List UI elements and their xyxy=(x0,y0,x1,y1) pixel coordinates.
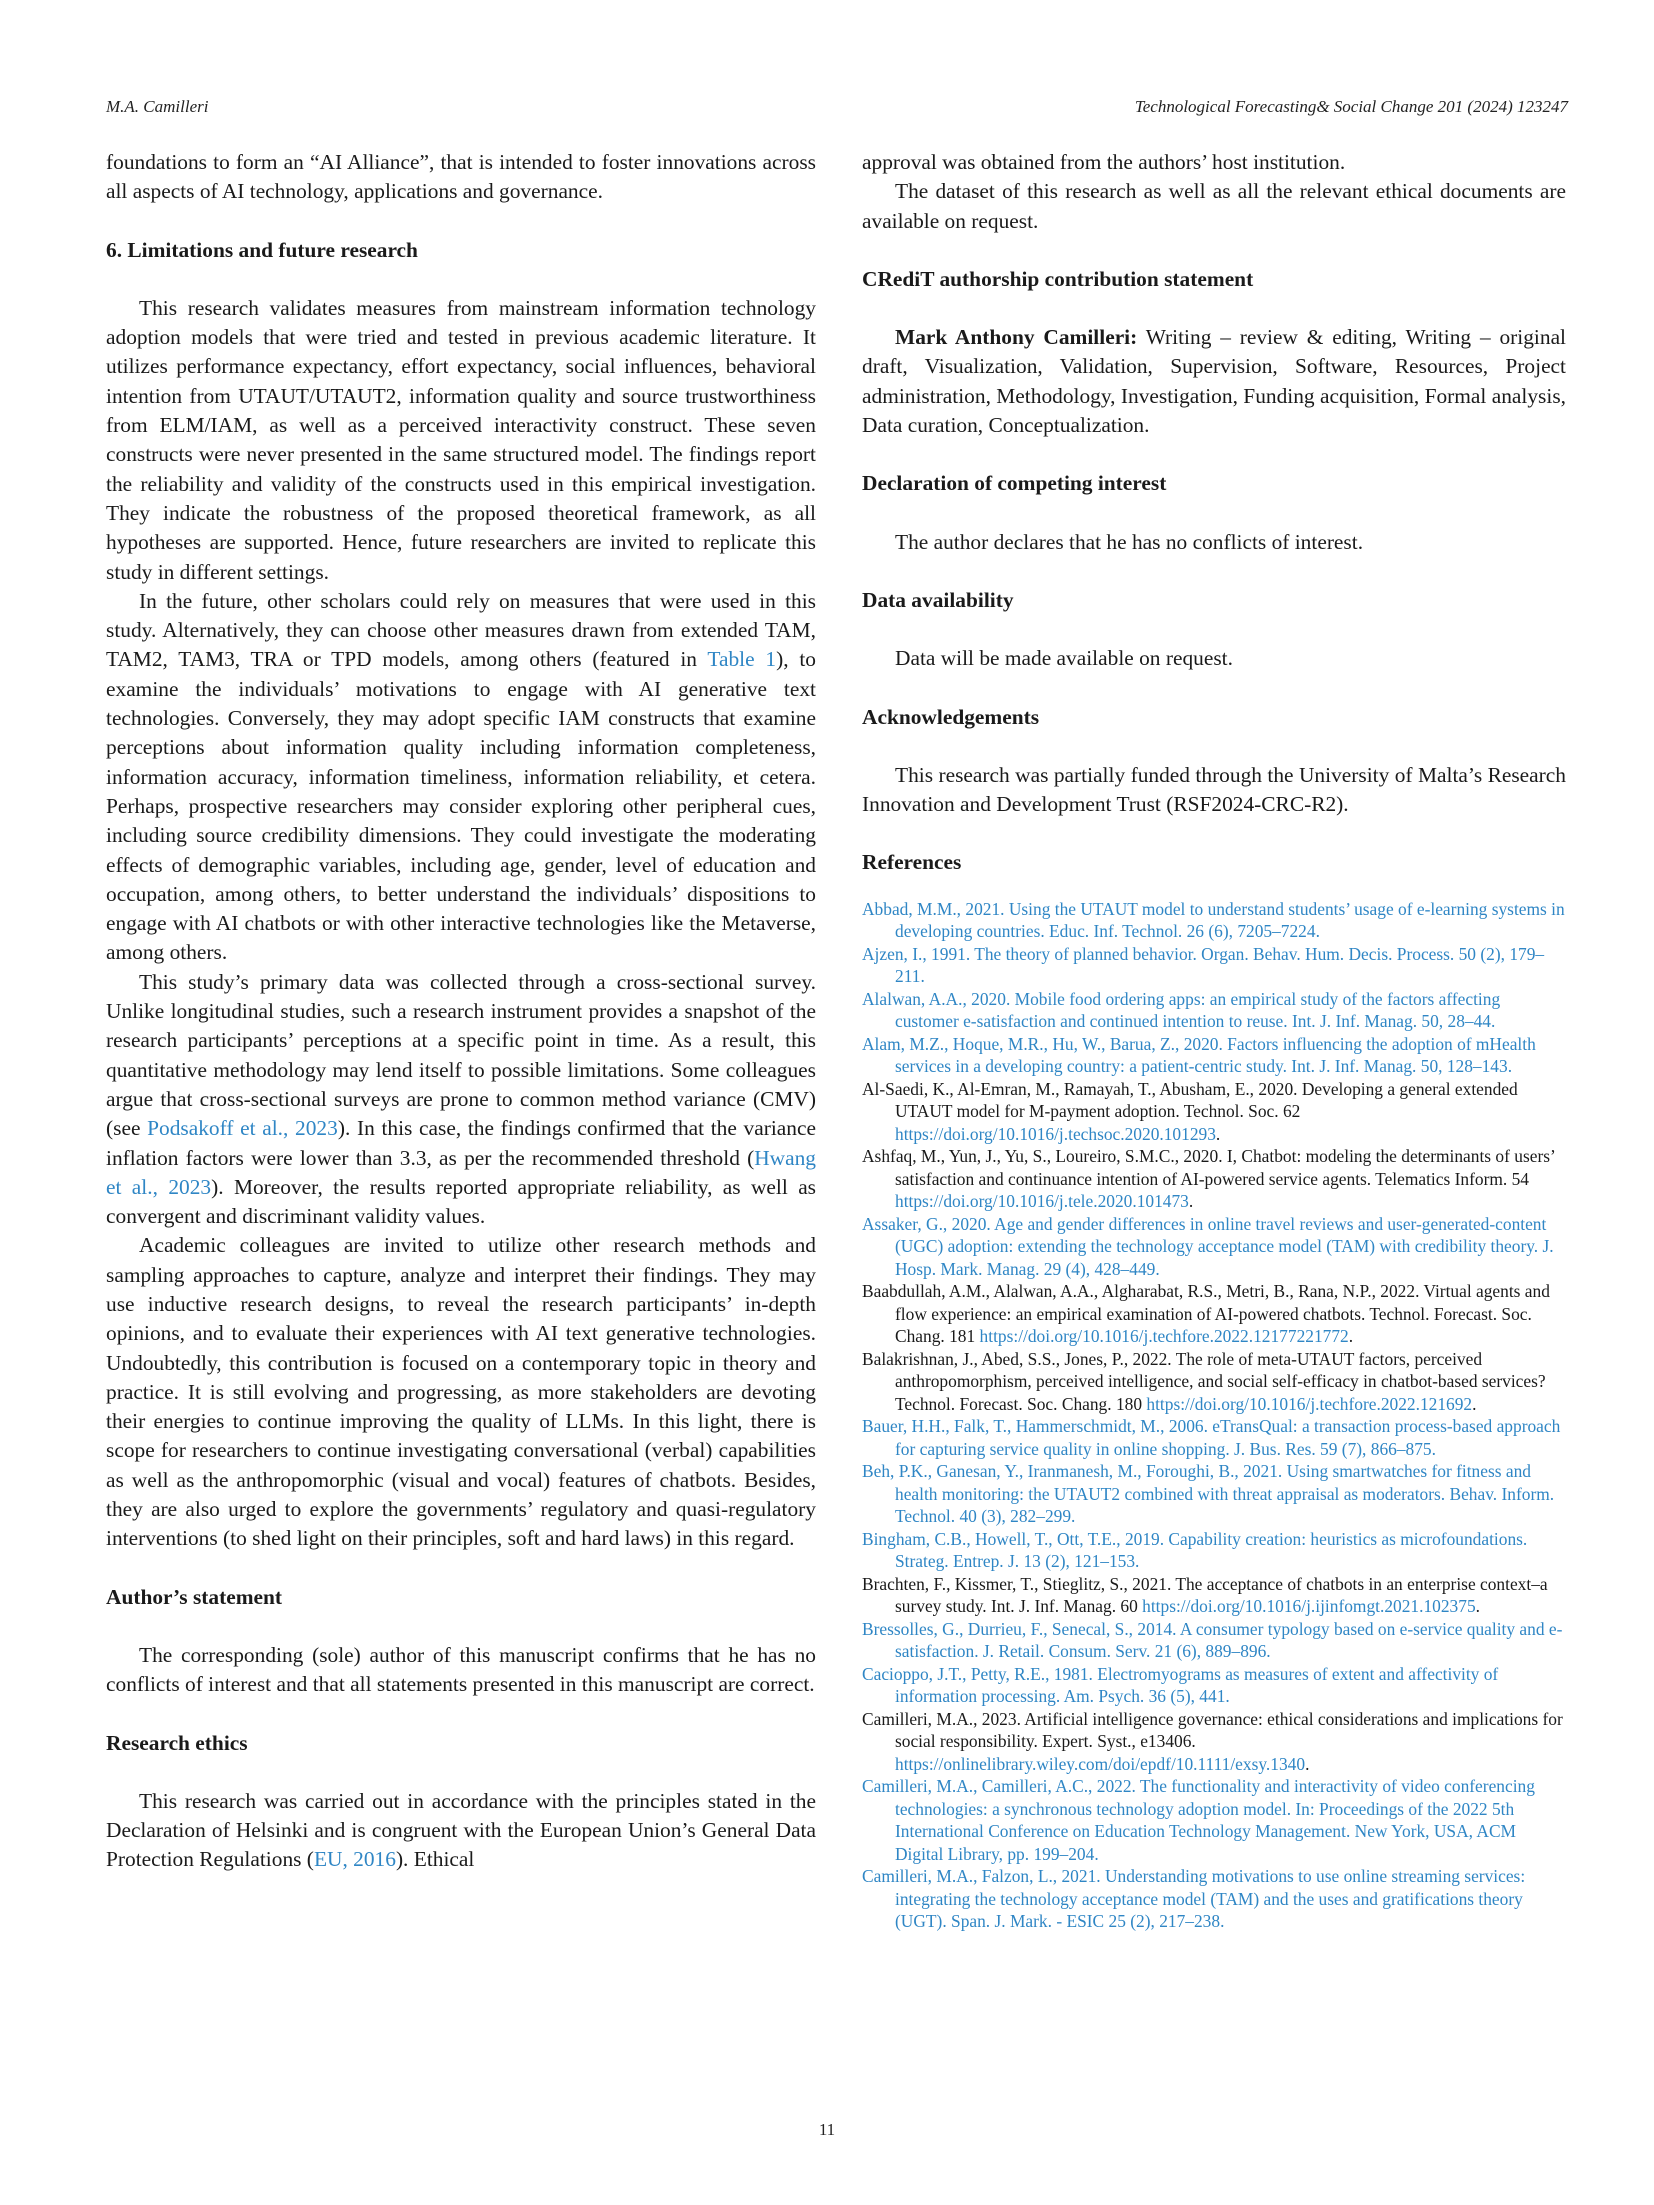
doi-link[interactable]: https://doi.org/10.1016/j.techsoc.2020.101293 xyxy=(895,1123,1216,1144)
references-heading: References xyxy=(862,850,962,875)
reference-item[interactable]: Cacioppo, J.T., Petty, R.E., 1981. Electromyograms as measures of extent and affectivity of information processing. Am. Psych. 36 (5), 441. xyxy=(862,1663,1499,1707)
intro-paragraph: foundations to form an “AI Alliance”, that is intended to foster innovations across all aspects of AI technology, applications and governance. xyxy=(106,150,816,204)
competing-interest-paragraph: The author declares that he has no conflicts of interest. xyxy=(895,529,1364,554)
reference-item[interactable]: Alalwan, A.A., 2020. Mobile food ordering apps: an empirical study of the factors affecting customer e-satisfaction and continued intention to reuse. Int. J. Inf. Manag. 50, 28–44. xyxy=(862,988,1501,1032)
research-ethics-heading: Research ethics xyxy=(106,1730,248,1755)
reference-item[interactable]: Bauer, H.H., Falk, T., Hammerschmidt, M., 2006. eTransQual: a transaction process-based approach for capturing service quality in online shopping. J. Bus. Res. 59 (7), 866–875. xyxy=(862,1416,1561,1459)
hwang-link[interactable]: Hwang et al., 2023 xyxy=(106,1145,816,1199)
acknowledgements-heading: Acknowledgements xyxy=(862,704,1040,729)
reference-item: Al-Saedi, K., Al-Emran, M., Ramayah, T., Abusham, E., 2020. Developing a general extended UTAUT model for M-payment adoption. Technol. Soc. 62 https://doi.org/10.1016/j.techsoc.2020.101293. xyxy=(862,1078,1518,1144)
reference-list xyxy=(862,898,1566,1933)
credit-paragraph: Mark Anthony Camilleri: Writing – review & editing, Writing – original draft, Visualization, Validation, Supervision, Software, Resources, Project administration, Methodology, Investigation, Funding acquisition, Formal analysis, Data curation, Conceptualization. xyxy=(862,325,1567,438)
research-ethics-paragraph: This research was carried out in accordance with the principles stated in the Declaration of Helsinki and is congruent with the European Union’s General Data Protection Regulations (EU, 2016). Ethical xyxy=(106,1788,816,1872)
data-availability-paragraph: Data will be made available on request. xyxy=(895,646,1233,671)
doi-link[interactable]: https://doi.org/10.1016/j.ijinfomgt.2021.102375 xyxy=(1142,1596,1476,1617)
credit-heading: CRediT authorship contribution statement xyxy=(862,266,1254,291)
running-header-author: M.A. Camilleri xyxy=(106,97,209,116)
data-availability-heading: Data availability xyxy=(862,587,1014,612)
left-column xyxy=(106,148,816,1875)
acknowledgements-paragraph: This research was partially funded through the University of Malta’s Research Innovation and Development Trust (RSF2024-CRC-R2). xyxy=(862,762,1566,817)
reference-item[interactable]: Camilleri, M.A., Falzon, L., 2021. Understanding motivations to use online streaming services: integrating the technology acceptance model (TAM) and the uses and gratifications theory (UGT). Span. J. Mark. - ESIC 25 (2), 217–238. xyxy=(862,1866,1526,1932)
doi-link[interactable]: https://onlinelibrary.wiley.com/doi/epdf/10.1111/exsy.1340 xyxy=(895,1753,1306,1774)
podsakoff-link[interactable]: Podsakoff et al., 2023 xyxy=(147,1116,338,1141)
reference-item[interactable]: Bingham, C.B., Howell, T., Ott, T.E., 2019. Capability creation: heuristics as microfoundations. Strateg. Entrep. J. 13 (2), 121–153. xyxy=(862,1528,1528,1572)
reference-item: Ashfaq, M., Yun, J., Yu, S., Loureiro, S.M.C., 2020. I, Chatbot: modeling the determinants of users’ satisfaction and continuance intention of AI-powered service agents. Telematics Inform. 54 https://doi.org/10.1016/j.tele.2020.101473. xyxy=(862,1146,1555,1212)
author-statement-paragraph: The corresponding (sole) author of this manuscript confirms that he has no conflicts of interest and that all statements presented in this manuscript are correct. xyxy=(106,1642,816,1697)
reference-item[interactable]: Bressolles, G., Durrieu, F., Senecal, S., 2014. A consumer typology based on e-service quality and e-satisfaction. J. Retail. Consum. Serv. 21 (6), 889–896. xyxy=(862,1618,1563,1662)
reference-item: Baabdullah, A.M., Alalwan, A.A., Algharabat, R.S., Metri, B., Rana, N.P., 2022. Virtual agents and flow experience: an empirical examination of AI-powered chatbots. Technol. Forecast. Soc. Chang. 181 https://doi.org/10.1016/j.techfore.2022.12177221772. xyxy=(862,1281,1550,1347)
sec6-paragraph-2: In the future, other scholars could rely on measures that were used in this study. Alternatively, they can choose other measures drawn from extended TAM, TAM2, TAM3, TRA or TPD models, among others (featured in Table 1), to examine the individuals’ motivations to engage with AI generative text technologies. Conversely, they may adopt specific IAM constructs that examine perceptions about information quality including information completeness, information accuracy, information timeliness, information reliability, et cetera. Perhaps, prospective researchers may consider exploring other peripheral cues, including source credibility dimensions. They could investigate the moderating effects of demographic variables, including age, gender, level of education and occupation, among others, to better understand the individuals’ dispositions to engage with AI chatbots or with other interactive technologies like the Metaverse, among others. xyxy=(106,588,816,965)
reference-item: Balakrishnan, J., Abed, S.S., Jones, P., 2022. The role of meta-UTAUT factors, perceived anthropomorphism, perceived intelligence, and social self-efficacy in chatbot-based services? Technol. Forecast. Soc. Chang. 180 https://doi.org/10.1016/j.techfore.2022.121692. xyxy=(862,1348,1546,1414)
sec6-paragraph-1: This research validates measures from mainstream information technology adoption models that were tried and tested in previous academic literature. It utilizes performance expectancy, effort expectancy, social influences, behavioral intention from UTAUT/UTAUT2, information quality and source trustworthiness from ELM/IAM, as well as a perceived interactivity construct. These seven constructs were never presented in the same structured model. The findings report the reliability and validity of the constructs used in this empirical investigation. They indicate the robustness of the proposed theoretical framework, as all hypotheses are supported. Hence, future researchers are invited to replicate this study in different settings. xyxy=(106,295,816,584)
eu-2016-link[interactable]: EU, 2016 xyxy=(313,1847,396,1872)
competing-interest-heading: Declaration of competing interest xyxy=(862,471,1167,496)
table1-link[interactable]: Table 1 xyxy=(707,647,777,672)
right-column xyxy=(862,148,1566,1933)
reference-item[interactable]: Alam, M.Z., Hoque, M.R., Hu, W., Barua, Z., 2020. Factors influencing the adoption of mHealth services in a developing country: a patient-centric study. Int. J. Inf. Manag. 50, 128–143. xyxy=(862,1033,1536,1077)
reference-item[interactable]: Abbad, M.M., 2021. Using the UTAUT model to understand students’ usage of e-learning systems in developing countries. Educ. Inf. Technol. 26 (6), 7205–7224. xyxy=(862,898,1565,942)
sec6-paragraph-3: This study’s primary data was collected through a cross-sectional survey. Unlike longitudinal studies, such a research instrument provides a snapshot of the research participants’ perceptions at a specific point in time. As a result, this quantitative methodology may lend itself to possible limitations. Some colleagues argue that cross-sectional surveys are prone to common method variance (CMV) (see Podsakoff et al., 2023). In this case, the findings confirmed that the variance inflation factors were lower than 3.3, as per the recommended threshold (Hwang et al., 2023). Moreover, the results reported appropriate reliability, as well as convergent and discriminant validity values. xyxy=(106,969,817,1229)
author-statement-heading: Author’s statement xyxy=(106,1584,283,1609)
reference-item[interactable]: Ajzen, I., 1991. The theory of planned behavior. Organ. Behav. Hum. Decis. Process. 50 (2), 179–211. xyxy=(862,943,1545,987)
reference-item[interactable]: Beh, P.K., Ganesan, Y., Iranmanesh, M., Foroughi, B., 2021. Using smartwatches for fitness and health monitoring: the UTAUT2 combined with threat appraisal as moderators. Behav. Inform. Technol. 40 (3), 282–299. xyxy=(862,1461,1555,1527)
sec6-paragraph-4: Academic colleagues are invited to utilize other research methods and sampling approaches to capture, analyze and interpret their findings. They may use inductive research designs, to reveal the research participants’ in-depth opinions, and to evaluate their experiences with AI text generative technologies. Undoubtedly, this contribution is focused on a contemporary topic in theory and practice. It is still evolving and progressing, as more stakeholders are devoting their energies to continue improving the quality of LLMs. In this light, there is scope for researchers to continue investigating conversational (verbal) capabilities as well as the anthropomorphic (visual and vocal) features of chatbots. Besides, they are also urged to explore the governments’ regulatory and quasi-regulatory interventions (to shed light on their principles, soft and hard laws) in this regard. xyxy=(106,1233,816,1551)
doi-link[interactable]: https://doi.org/10.1016/j.tele.2020.101473 xyxy=(895,1191,1189,1212)
ethics-continuation: approval was obtained from the authors’ host institution. xyxy=(862,150,1346,174)
doi-link[interactable]: https://doi.org/10.1016/j.techfore.2022.12177221772 xyxy=(979,1326,1349,1347)
dataset-paragraph: The dataset of this research as well as all the relevant ethical documents are available on request. xyxy=(862,179,1566,233)
reference-item: Camilleri, M.A., 2023. Artificial intelligence governance: ethical considerations and implications for social responsibility. Expert. Syst., e13406. https://onlinelibrary.wiley.com/doi/epdf/10.1111/exsy.1340. xyxy=(862,1708,1563,1774)
reference-item[interactable]: Camilleri, M.A., Camilleri, A.C., 2022. The functionality and interactivity of video conferencing technologies: a synchronous technology adoption model. In: Proceedings of the 2022 5th International Conference on Education Technology Management. New York, USA, ACM Digital Library, pp. 199–204. xyxy=(862,1776,1535,1864)
doi-link[interactable]: https://doi.org/10.1016/j.techfore.2022.121692 xyxy=(1146,1393,1473,1414)
section-6-heading: 6. Limitations and future research xyxy=(106,237,418,262)
running-header-journal: Technological Forecasting& Social Change 201 (2024) 123247 xyxy=(1134,97,1568,116)
reference-item[interactable]: Assaker, G., 2020. Age and gender differences in online travel reviews and user-generated-content (UGC) adoption: extending the technology acceptance model (TAM) with credibility theory. J. Hosp. Mark. Manag. 29 (4), 428–449. xyxy=(862,1213,1554,1279)
page-number: 11 xyxy=(818,2120,836,2139)
reference-item: Brachten, F., Kissmer, T., Stieglitz, S., 2021. The acceptance of chatbots in an enterprise context–a survey study. Int. J. Inf. Manag. 60 https://doi.org/10.1016/j.ijinfomgt.2021.102375. xyxy=(862,1573,1548,1617)
credit-author-name: Mark Anthony Camilleri: xyxy=(895,325,1138,350)
